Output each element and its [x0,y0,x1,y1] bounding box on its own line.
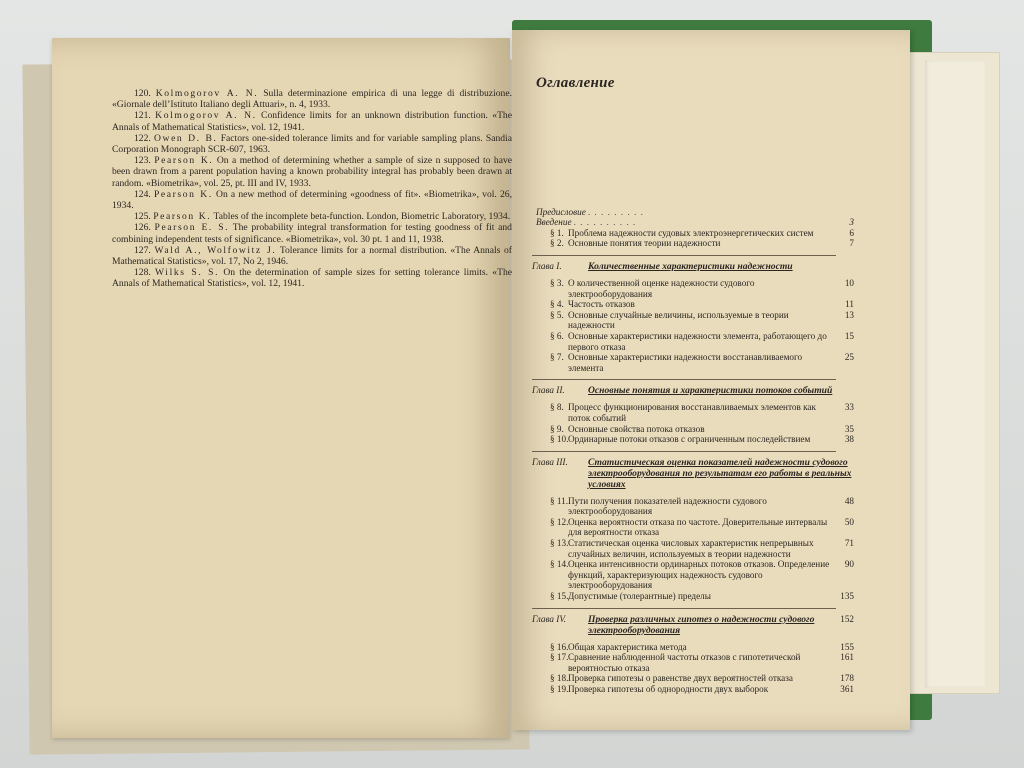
section-title: Сравнение наблюденной частоты отказов с гипотетической вероятностью отказа [568,652,801,673]
chapter-heading [532,385,852,396]
chapter-heading [532,261,852,272]
reference-entry [112,110,512,132]
toc-section [532,538,852,559]
toc-section [532,496,852,517]
reference-text: On a new method of determining «goodness of fit». «Biometrika», vol. 26, 1934. [112,188,512,212]
reference-list [112,88,512,290]
toc-section [532,278,852,299]
toc-section [532,238,852,249]
section-number: § 10. [550,434,569,445]
chapter-title: Основные понятия и характеристики потоков событий [588,385,833,397]
section-title: О количественной оценке надежности судового электрооборудования [568,277,755,299]
toc-section [532,402,852,423]
page-number: 178 [840,673,854,684]
reference-author: Pearson E. S. [154,222,230,234]
reference-entry [112,211,512,222]
reference-author: Kolmogorov A. N. [155,88,259,99]
toc-section [532,434,852,445]
chapter-title: Количественные характеристики надежности [588,260,793,272]
reference-entry [112,222,512,244]
toc-intro [536,217,852,228]
section-title: Оценка вероятности отказа по частоте. Доверительные интервалы для вероятности отказа [568,516,828,538]
section-title: Ординарные потоки отказов с ограниченным последействием [568,434,811,445]
toc-section [532,642,852,653]
reference-entry [112,88,512,110]
reference-text: On the determination of sample sizes for setting tolerance limits. «The Annals of Mathematical Statistics», vol. 12, 1941. [112,267,513,290]
page-number: 6 [849,227,854,238]
chapter-label: Глава III. [532,456,568,467]
chapter-title: Проверка различных гипотез о надежности судового электрооборудования [588,613,815,636]
toc-section [532,424,852,435]
reference-number: 120. [134,88,151,99]
page-number: 361 [840,684,854,694]
reference-author: Pearson K. [154,155,214,167]
toc-section [532,299,852,310]
reference-text: Sulla determinazione empirica di una legge di distribuzione. «Giornale dell’Istituto Italiano degli Attuari», n. 4, 1933. [112,88,512,111]
reference-text: Confidence limits for an unknown distribution function. «The Annals of Mathematical Statistics», vol. 12, 1941. [112,110,512,133]
section-number: § 14. [550,559,569,570]
right-page [512,30,910,730]
section-number: § 13. [550,538,569,549]
toc-section [532,673,852,684]
reference-author: Pearson K. [153,211,212,223]
reference-number: 128. [134,267,151,279]
preface-label: Предисловие [536,206,586,217]
page-number: 90 [844,559,854,570]
section-title: Проблема надежности судовых электроэнергетических систем [568,227,814,238]
section-number: § 19. [550,684,569,694]
reference-text: The probability integral transformation for testing goodness of fit and combining independent tests of significance. «Biometrika», vol. 30 pt. 1 and 11, 1938. [112,222,512,245]
page-number: 25 [844,352,854,363]
reference-author: Wilks S. S. [155,267,220,279]
page-number: 3 [849,217,854,228]
chapter-divider [532,379,836,380]
section-number: § 9. [550,423,564,434]
section-title: Общая характеристика метода [568,641,687,652]
section-number: § 18. [550,673,569,684]
intro-label: Введение [536,217,572,228]
section-number: § 4. [550,299,564,310]
section-number: § 16. [550,641,569,652]
toc-section [532,331,852,352]
page-number: 71 [844,538,854,549]
section-title: Основные характеристики надежности восстанавливаемого элемента [568,352,803,373]
toc-section [532,591,852,602]
section-number: § 1. [550,227,564,238]
section-title: Пути получения показателей надежности судового электрооборудования [568,495,767,517]
reference-author: Wald A., Wolfowitz J. [154,244,277,256]
section-title: Допустимые (толерантные) пределы [568,591,711,602]
toc-section [532,310,852,331]
section-title: Статистическая оценка числовых характеристик непрерывных случайных величин, используемых в теории надежности [568,538,814,559]
reference-number: 123. [134,155,151,167]
chapter-title: Статистическая оценка показателей надежности судового электрооборудования по результатам его работы в реальных условиях [588,456,852,490]
reference-text: Tolerance limits for a normal distribution. «The Annals of Mathematical Statistics», vol. 17, No 2, 1946. [112,244,512,268]
reference-text: Tables of the incomplete beta-function. London, Biometric Laboratory, 1934. [213,211,511,223]
reference-entry [112,245,512,267]
section-title: Основные понятия теории надежности [568,238,721,249]
page-number: 33 [844,402,854,413]
section-title: Оценка интенсивности ординарных потоков отказов. Определение функций, характеризующих надежность судового электрооборудования [568,559,830,591]
reference-entry [112,155,512,189]
section-number: § 2. [550,238,564,249]
reference-number: 122. [134,132,151,144]
chapter-label: Глава I. [532,260,562,271]
section-title: Основные свойства потока отказов [568,423,705,434]
page-number: 13 [844,309,854,320]
reference-entry [112,267,512,289]
section-title: Основные случайные величины, используемые в теории надежности [568,309,789,331]
toc-section [532,684,852,695]
reference-number: 121. [134,110,151,122]
reference-number: 125. [134,211,151,223]
leader-dots: . . . . . . . . . . [573,217,637,228]
section-number: § 8. [550,402,564,413]
page-number: 11 [845,299,854,310]
page-number: 135 [840,591,854,602]
reference-number: 124. [134,188,151,200]
section-number: § 3. [550,277,564,288]
chapter-divider [532,608,836,609]
toc-section [532,517,852,538]
chapter-list [532,255,852,695]
intro-sections [532,228,852,249]
section-number: § 12. [550,516,569,527]
toc-title: Оглавление [536,75,615,91]
section-title: Основные характеристики надежности элемента, работающего до первого отказа [568,330,827,352]
page-number: 35 [844,423,854,434]
left-page [52,38,513,738]
section-number: § 17. [550,652,569,663]
page-number: 7 [849,238,854,249]
toc-section [532,228,852,239]
toc-section [532,559,852,591]
section-number: § 11. [550,495,569,506]
page-number: 38 [844,434,854,445]
section-title: Проверка гипотезы о равенстве двух вероятностей отказа [568,673,793,684]
table-of-contents [532,75,854,695]
chapter-divider [532,451,836,452]
reference-number: 126. [134,222,151,234]
section-number: § 6. [550,330,564,341]
chapter-heading [532,457,852,490]
reference-entry [112,133,512,155]
reference-author: Owen D. B. [154,132,218,144]
section-number: § 15. [550,591,569,602]
chapter-label: Глава II. [532,385,565,396]
page-number: 50 [844,516,854,527]
reference-author: Pearson K. [153,188,213,200]
reference-number: 127. [134,244,151,256]
reference-text: On a method of determining whether a sample of size n supposed to have been drawn from a parent population having a known probability integral has probably been drawn at random. «Biometrika», vol. 25, pt. III and IV, 1933. [112,155,513,189]
leader-dots: . . . . . . . . . [588,206,645,217]
section-title: Проверка гипотезы об однородности двух выборок [568,684,769,694]
page-number: 152 [840,613,854,624]
toc-preface [536,207,852,218]
toc-section [532,652,852,673]
back-pages-edge [925,60,985,688]
chapter-heading [532,614,852,636]
page-number: 15 [844,330,854,341]
chapter-label: Глава IV. [532,613,567,624]
section-title: Частость отказов [568,299,635,310]
reference-entry [112,189,512,211]
section-title: Процесс функционирования восстанавливаемых элементов как поток событий [568,402,816,423]
page-number: 48 [844,495,854,506]
section-number: § 7. [550,352,564,363]
chapter-divider [532,255,836,256]
reference-text: Factors one-sided tolerance limits and for variable sampling plans. Sandia Corporation Monograph SCR-607, 1963. [112,132,512,156]
section-number: § 5. [550,309,564,320]
page-number: 10 [844,277,854,288]
toc-section [532,352,852,373]
reference-author: Kolmogorov A. N. [155,110,257,122]
page-number: 155 [840,641,854,652]
page-number: 161 [840,652,854,663]
